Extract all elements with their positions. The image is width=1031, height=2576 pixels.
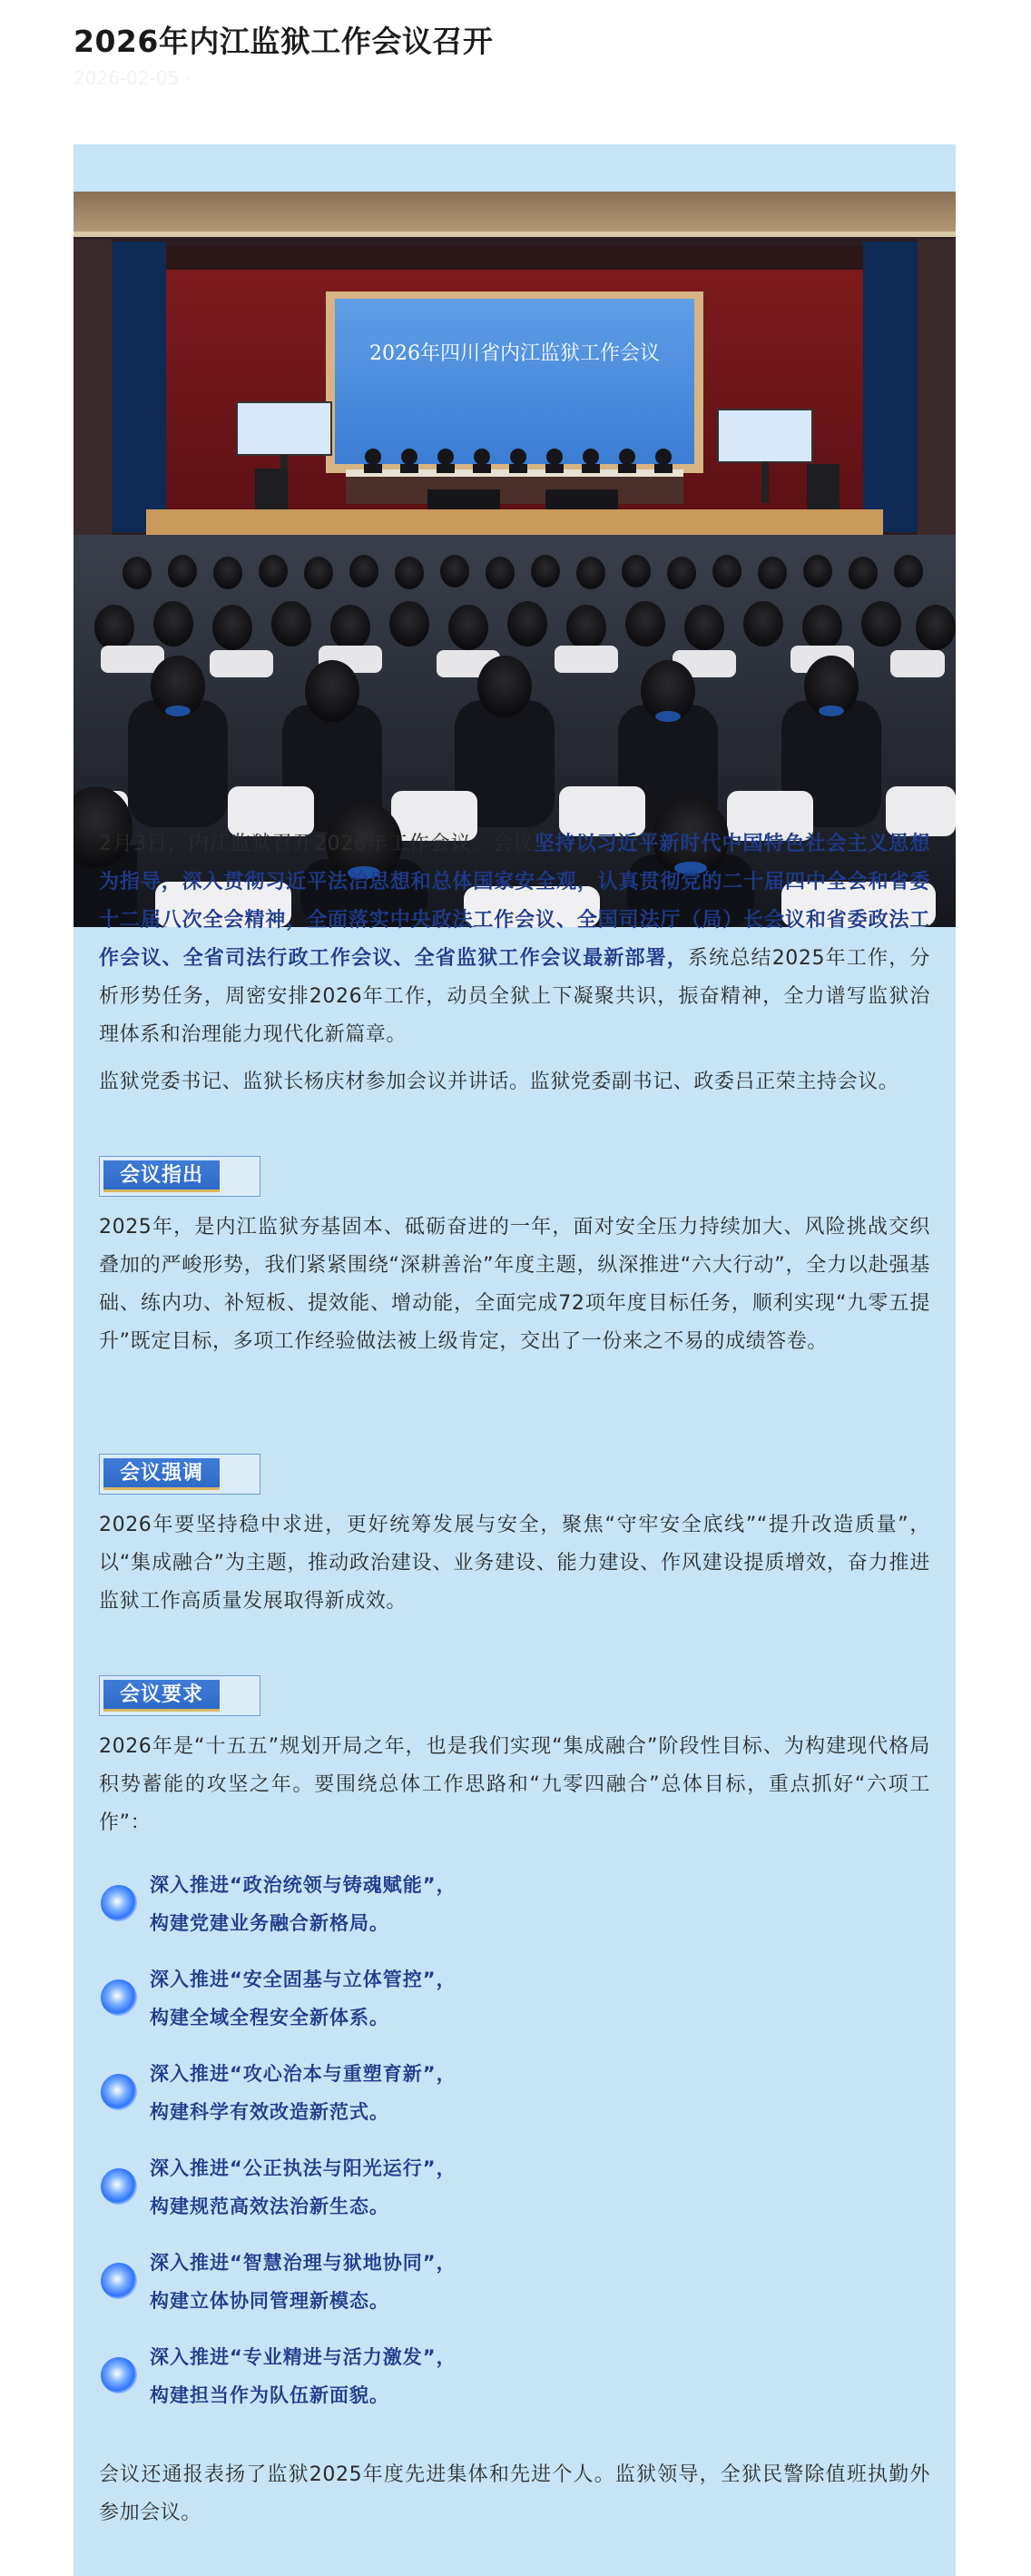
bullet-orb-icon bbox=[101, 2074, 137, 2110]
attendance-paragraph: 监狱党委书记、监狱长杨庆材参加会议并讲话。监狱党委副书记、政委吕正荣主持会议。 bbox=[99, 1071, 899, 1093]
task-item: 深入推进“专业精进与活力激发”， 构建担当作为队伍新面貌。 bbox=[99, 2339, 930, 2415]
article-body bbox=[74, 144, 956, 2576]
page-title: 2026年内江监狱工作会议召开 bbox=[74, 24, 494, 59]
intro-highlight: 坚持以习近平新时代中国特色社会主义思想为指导，深入贯彻习近平法治思想和总体国家安全观，认真贯彻党的二十届四中全会和省委十二届八次全会精神，全面落实中央政法工作会议、全国司法厅（局）长会议和省委政法工作会议、全省司法行政工作会议、全省监狱工作会议最新部署， bbox=[99, 833, 930, 970]
section-heading-1: 会议指出 bbox=[99, 1156, 260, 1197]
conference-photo bbox=[74, 192, 956, 927]
intro-paragraph: 2月3日，内江监狱召开2026年工作会议。会议坚持以习近平新时代中国特色社会主义思想为指导，深入贯彻习近平法治思想和总体国家安全观，认真贯彻党的二十届四中全会和省委十二届八次全会精神，全面落实中央政法工作会议、全国司法厅（局）长会议和省委政法工作会议、全省司法行政工作会议、全省监狱工作会议最新部署，系统总结2025年工作，分析形势任务，周密安排2026年工作，动员全狱上下凝聚共识，振奋精神，全力谱写监狱治理体系和治理能力现代化新篇章。 bbox=[99, 833, 930, 1046]
bullet-orb-icon bbox=[101, 1979, 137, 2016]
closing-paragraph: 会议还通报表扬了监狱2025年度先进集体和先进个人。监狱领导，全狱民警除值班执勤外参加会议。 bbox=[99, 2463, 930, 2524]
task-item: 深入推进“安全固基与立体管控”， 构建全域全程安全新体系。 bbox=[99, 1961, 930, 2038]
bullet-orb-icon bbox=[101, 2263, 137, 2299]
task-item: 深入推进“公正执法与阳光运行”， 构建规范高效法治新生态。 bbox=[99, 2150, 930, 2226]
section-heading-2: 会议强调 bbox=[99, 1454, 260, 1495]
bullet-orb-icon bbox=[101, 2168, 137, 2205]
article-meta: 2026-02-05 · bbox=[74, 67, 191, 89]
bullet-orb-icon bbox=[101, 2357, 137, 2393]
task-item: 深入推进“攻心治本与重塑育新”， 构建科学有效改造新范式。 bbox=[99, 2056, 930, 2132]
task-item: 深入推进“智慧治理与狱地协同”， 构建立体协同管理新模态。 bbox=[99, 2245, 930, 2321]
task-item: 深入推进“政治统领与铸魂赋能”， 构建党建业务融合新格局。 bbox=[99, 1867, 930, 1943]
section-3-text: 2026年是“十五五”规划开局之年，也是我们实现“集成融合”阶段性目标、为构建现代格局积势蓄能的攻坚之年。要围绕总体工作思路和“九零四融合”总体目标，重点抓好“六项工作”： bbox=[99, 1735, 930, 1834]
screen-caption: 2026年四川省内江监狱工作会议 bbox=[369, 342, 660, 365]
bullet-orb-icon bbox=[101, 1885, 137, 1921]
section-heading-3: 会议要求 bbox=[99, 1675, 260, 1716]
section-2-text: 2026年要坚持稳中求进，更好统筹发展与安全，聚焦“守牢安全底线”“提升改造质量”，以“集成融合”为主题，推动政治建设、业务建设、能力建设、作风建设提质增效，奋力推进监狱工作高质量发展取得新成效。 bbox=[99, 1514, 930, 1613]
section-1-text: 2025年，是内江监狱夯基固本、砥砺奋进的一年，面对安全压力持续加大、风险挑战交织叠加的严峻形势，我们紧紧围绕“深耕善治”年度主题，纵深推进“六大行动”，全力以赴强基础、练内功、补短板、提效能、增动能，全面完成72项年度目标任务，顺利实现“九零五提升”既定目标，多项工作经验做法被上级肯定，交出了一份来之不易的成绩答卷。 bbox=[99, 1216, 930, 1353]
